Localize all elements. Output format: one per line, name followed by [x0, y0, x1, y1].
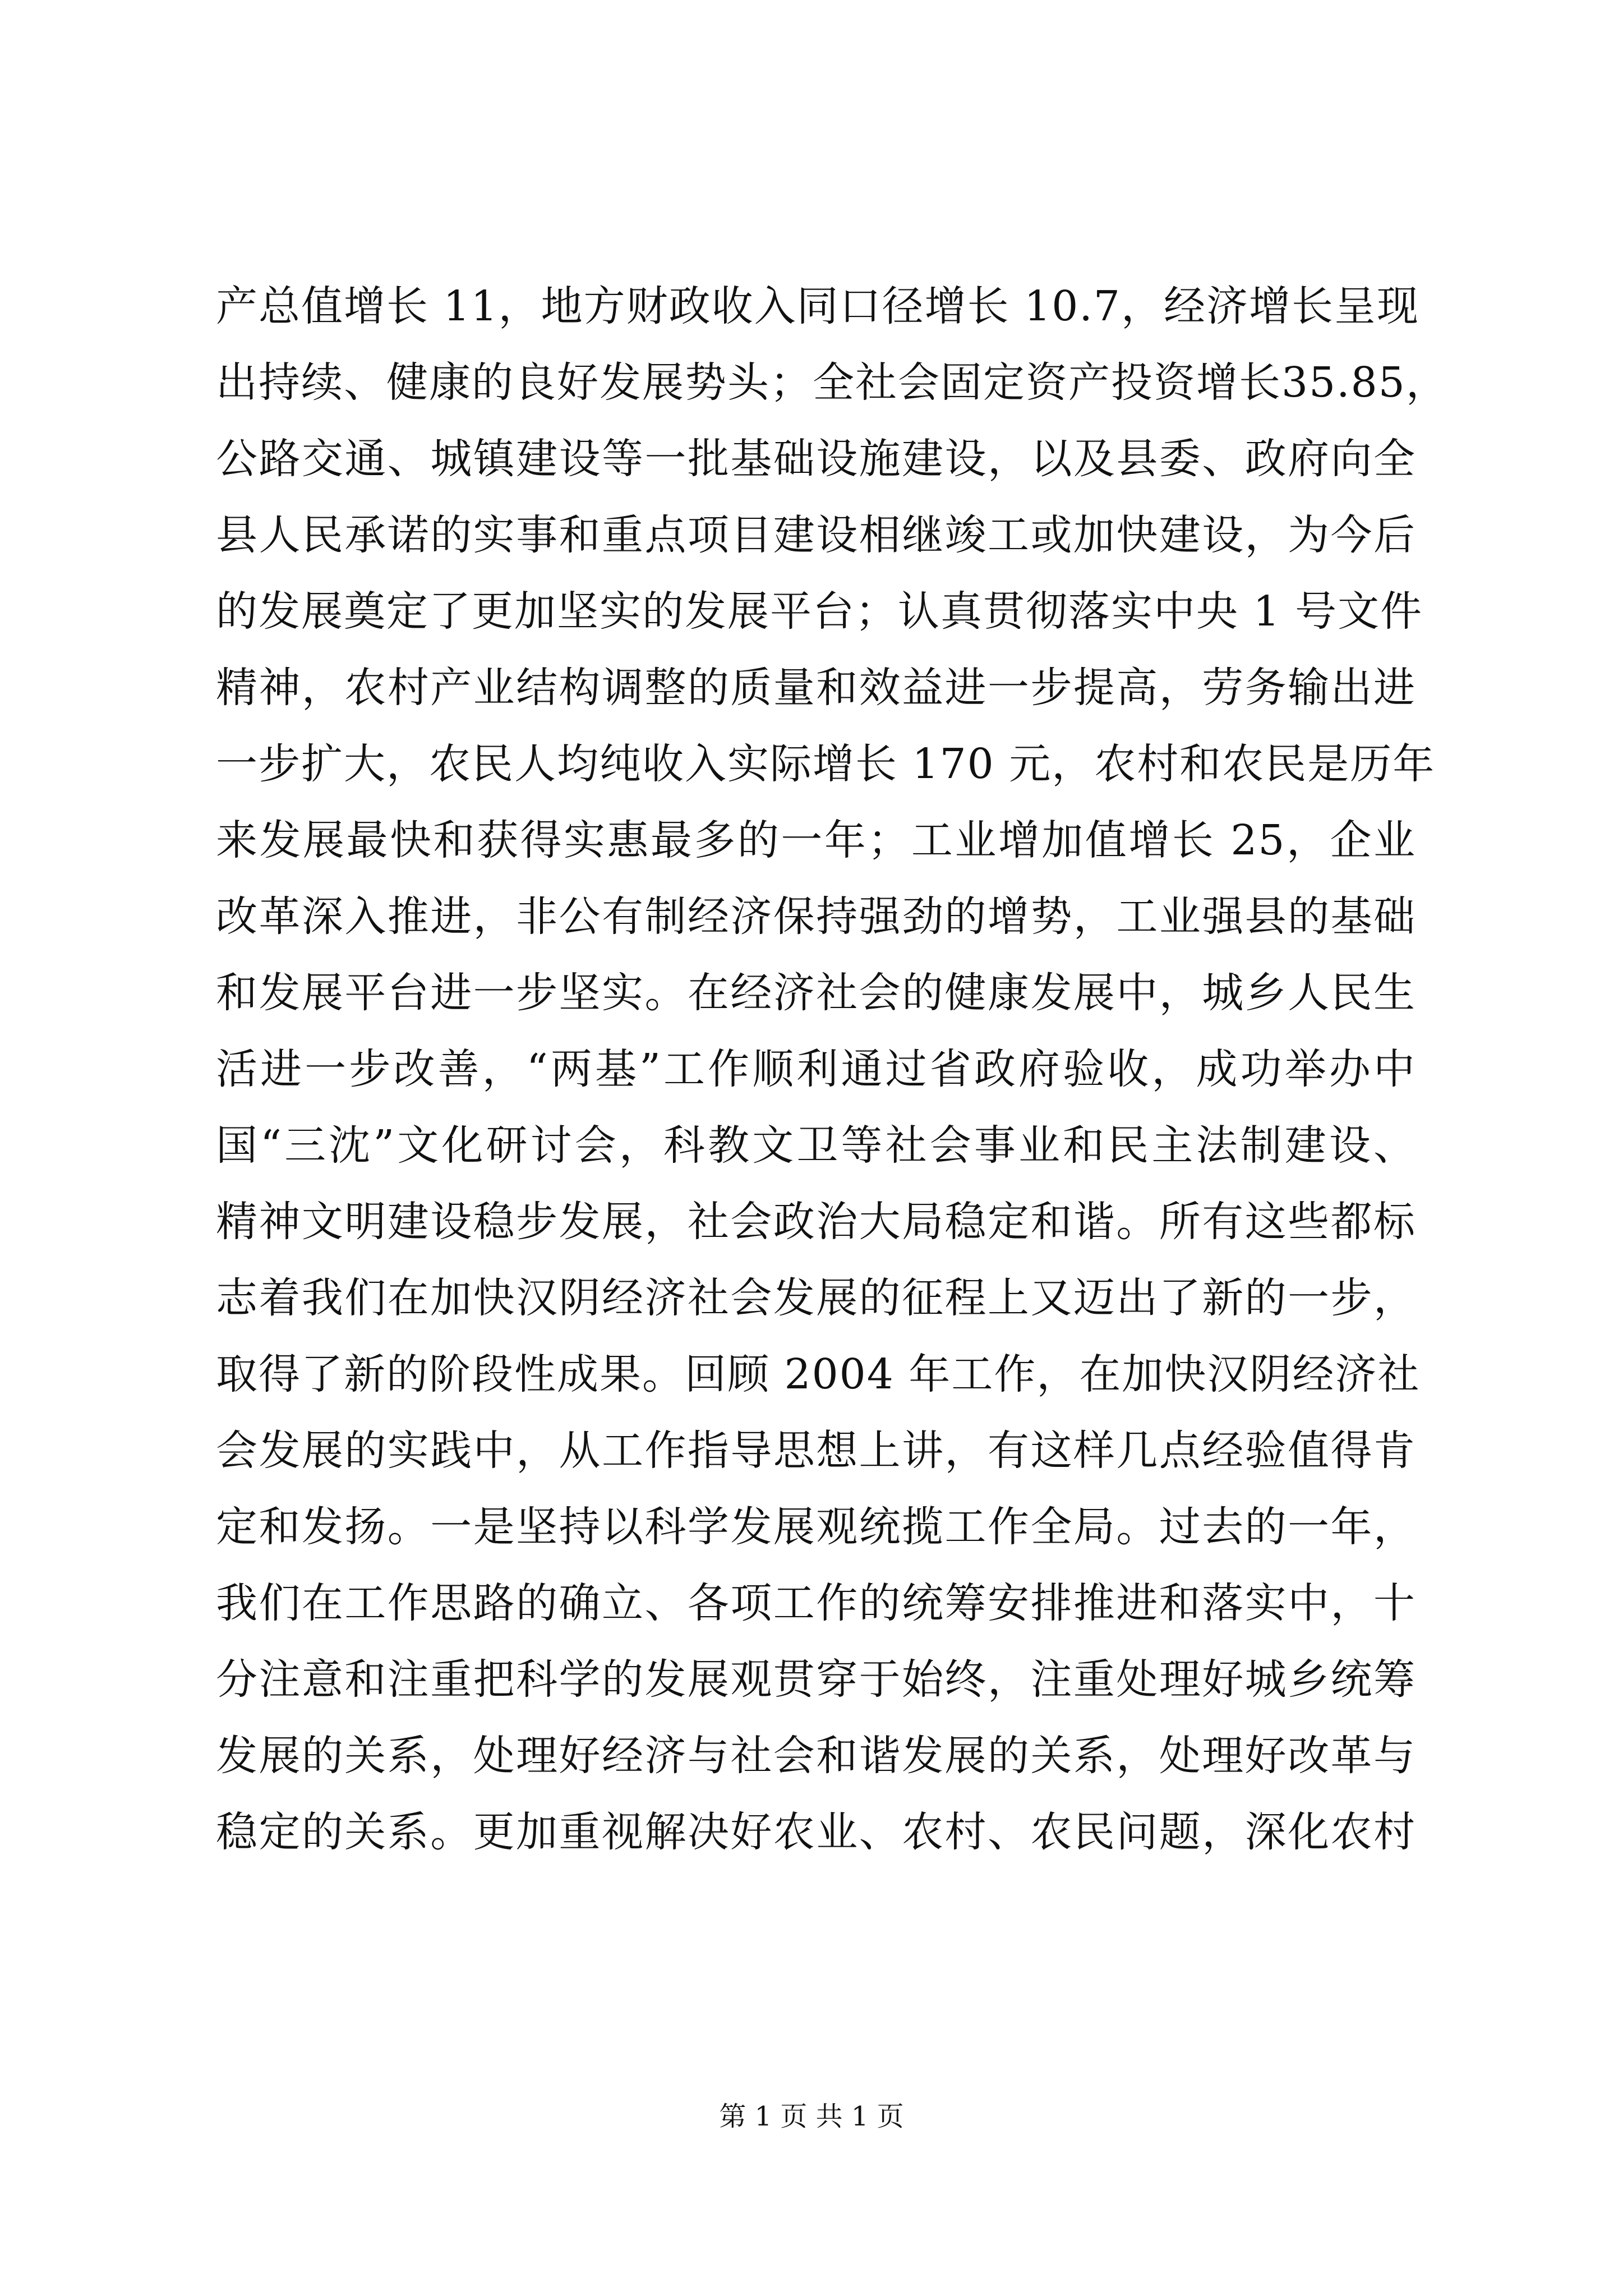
text-line: 发展的关系，处理好经济与社会和谐发展的关系，处理好改革与: [216, 1732, 1416, 1780]
text-line: 一步扩大，农民人均纯收入实际增长 170 元，农村和农民是历年: [216, 740, 1436, 788]
text-line: 我们在工作思路的确立、各项工作的统筹安排推进和落实中，十: [216, 1579, 1416, 1627]
text-line: 志着我们在加快汉阴经济社会发展的征程上又迈出了新的一步，: [216, 1274, 1416, 1322]
text-line: 活进一步改善，“两基”工作顺利通过省政府验收，成功举办中: [216, 1045, 1416, 1093]
text-line: 定和发扬。一是坚持以科学发展观统揽工作全局。过去的一年，: [216, 1503, 1416, 1551]
body-paragraph: [216, 268, 1449, 1870]
text-line: 和发展平台进一步坚实。在经济社会的健康发展中，城乡人民生: [216, 969, 1416, 1017]
text-line: 的发展奠定了更加坚实的发展平台；认真贯彻落实中央 1 号文件: [216, 587, 1423, 636]
page-footer: [0, 2097, 1623, 2136]
page-number-label: 第 1 页 共 1 页: [719, 2101, 904, 2132]
text-line: 产总值增长 11，地方财政收入同口径增长 10.7，经济增长呈现: [216, 282, 1419, 330]
text-line: 出持续、健康的良好发展势头；全社会固定资产投资增长35.85，: [216, 358, 1449, 407]
text-line: 县人民承诺的实事和重点项目建设相继竣工或加快建设，为今后: [216, 511, 1416, 559]
text-line: 精神文明建设稳步发展，社会政治大局稳定和谐。所有这些都标: [216, 1198, 1416, 1246]
text-line: 来发展最快和获得实惠最多的一年；工业增加值增长 25，企业: [216, 816, 1416, 864]
text-line: 国“三沈”文化研讨会，科教文卫等社会事业和民主法制建设、: [216, 1121, 1416, 1170]
text-line: 稳定的关系。更加重视解决好农业、农村、农民问题，深化农村: [216, 1808, 1416, 1856]
text-line: 改革深入推进，非公有制经济保持强劲的增势，工业强县的基础: [216, 892, 1416, 941]
text-line: 取得了新的阶段性成果。回顾 2004 年工作，在加快汉阴经济社: [216, 1350, 1421, 1398]
text-line: 公路交通、城镇建设等一批基础设施建设，以及县委、政府向全: [216, 435, 1416, 483]
text-line: 会发展的实践中，从工作指导思想上讲，有这样几点经验值得肯: [216, 1427, 1416, 1475]
text-line: 精神，农村产业结构调整的质量和效益进一步提高，劳务输出进: [216, 664, 1416, 712]
text-line: 分注意和注重把科学的发展观贯穿于始终，注重处理好城乡统筹: [216, 1655, 1416, 1704]
